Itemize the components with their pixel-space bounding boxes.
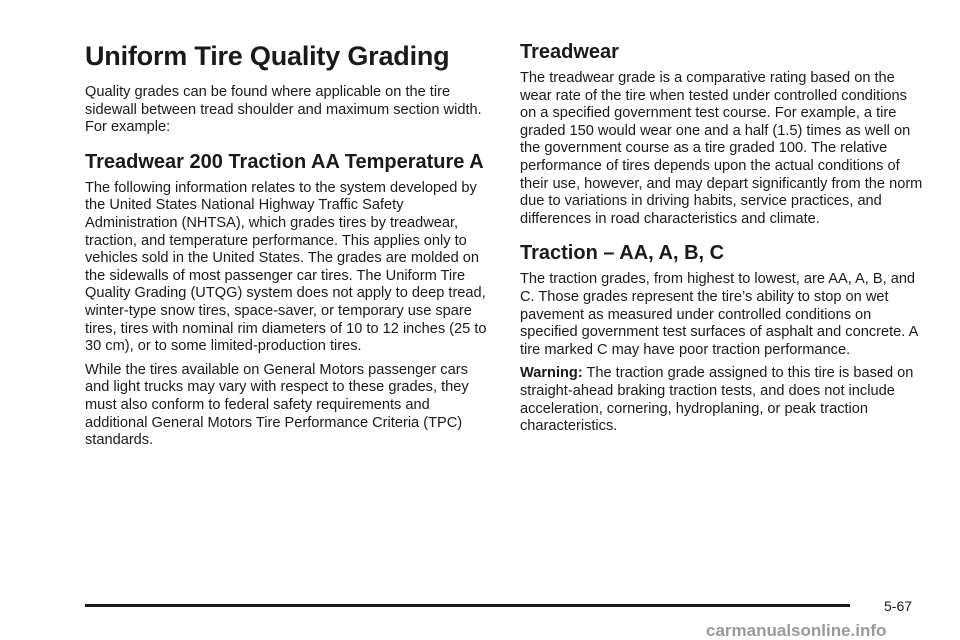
warning-label: Warning: <box>520 365 583 382</box>
warning-paragraph <box>520 365 925 435</box>
traction-heading: Traction – AA, A, B, C <box>520 242 725 265</box>
warning-text: The traction grade assigned to this tire is based on straight-ahead braking traction tests, and does not include acceleration, cornering, hydroplaning, or peak traction characteristics. <box>520 365 914 435</box>
utqg-paragraph: The following information relates to the system developed by the United States National Highway Traffic Safety Administration (NHTSA), which grades tires by treadwear, traction, and temperature performance. This applies only to vehicles sold in the United States. The grades are molded on the sidewalls of most passenger car tires. The Uniform Tire Quality Grading (UTQG) system does not apply to deep tread, winter-type snow tires, space-saver, or temporary use spare tires, tires with nominal rim diameters of 10 to 12 inches (25 to 30 cm), or to some limited-production tires. <box>85 179 487 355</box>
left-column <box>85 40 490 456</box>
treadwear-paragraph: The treadwear grade is a comparative rating based on the wear rate of the tire when tested under controlled conditions on a specified government test course. For example, a tire graded 150 would wear one and a half (1.5) times as well on the government course as a tire graded 100. The relative performance of tires depends upon the actual conditions of their use, however, and may depart significantly from the norm due to variations in driving habits, service practices, and differences in road characteristics and climate. <box>520 70 923 227</box>
page-title: Uniform Tire Quality Grading <box>85 41 450 71</box>
treadwear-heading: Treadwear <box>520 41 619 63</box>
right-column <box>520 40 925 442</box>
footer-rule <box>85 604 850 607</box>
watermark: carmanualsonline.info <box>706 621 887 640</box>
traction-paragraph: The traction grades, from highest to lowest, are AA, A, B, and C. Those grades represent the tire’s ability to stop on wet pavement as measured under controlled conditions on specified government test surfaces of asphalt and concrete. A tire marked C may have poor traction performance. <box>520 271 918 358</box>
gm-paragraph: While the tires available on General Motors passenger cars and light trucks may vary with respect to these grades, they must also conform to federal safety requirements and additional General Motors Tire Performance Criteria (TPC) standards. <box>85 361 469 449</box>
example-heading: Treadwear 200 Traction AA Temperature A <box>85 150 484 173</box>
page-number: 5-67 <box>884 598 913 614</box>
intro-paragraph: Quality grades can be found where applicable on the tire sidewall between tread shoulder and maximum section width. For example: <box>85 84 482 136</box>
